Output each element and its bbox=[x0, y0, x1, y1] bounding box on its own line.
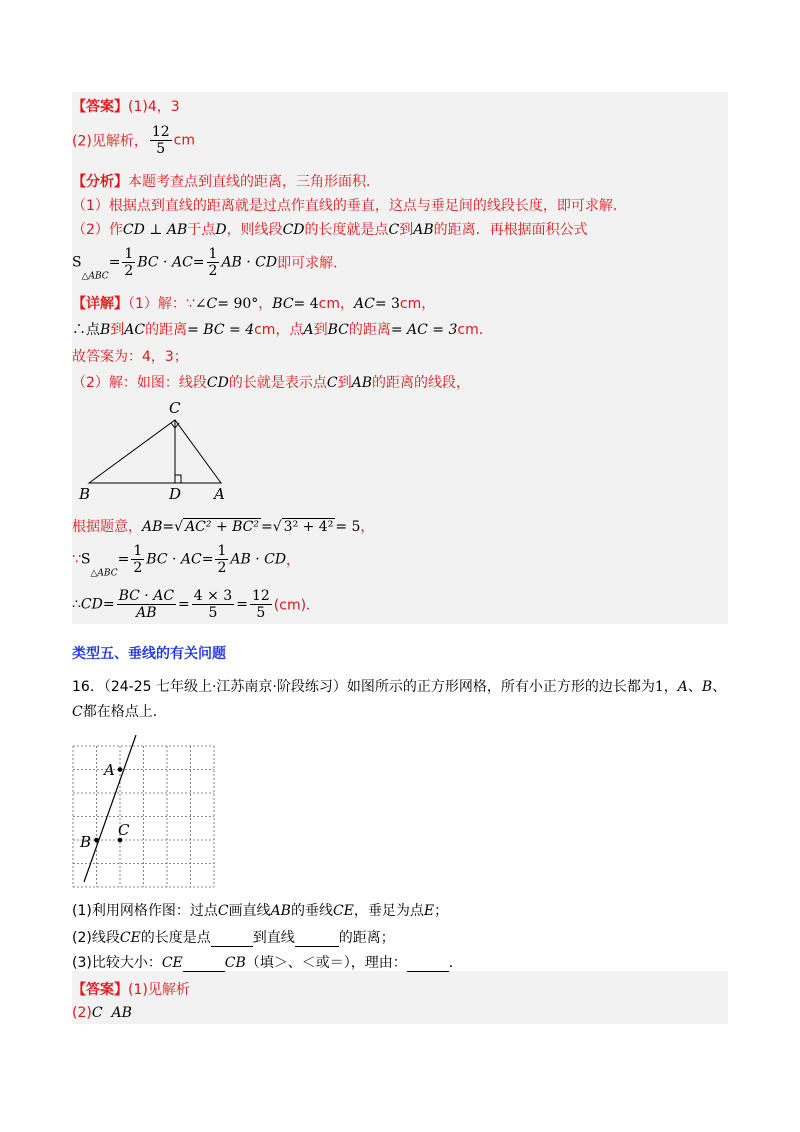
grid-figure bbox=[60, 735, 225, 895]
label-c: C bbox=[169, 399, 181, 417]
detail-line-1: 【详解】（1）解：∵∠C= 90°，BC= 4cm，AC= 3cm， bbox=[72, 296, 436, 312]
analysis-line-3: $S_{\triangle ABC}=$ $\frac{1}{2}$ BC · AC= $\frac{1}{2}$ AB · CD即可求解． bbox=[72, 246, 348, 282]
analysis-line-1: （1）根据点到直线的距离就是过点作直线的垂直，这点与垂足间的线段长度，即可求解． bbox=[72, 198, 627, 214]
blank-line[interactable] bbox=[295, 932, 339, 947]
question-16-line-1: 16．（24-25 七年级上·江苏南京·阶段练习）如图所示的正方形网格，所有小正方形的边长都为1，A、B、 bbox=[72, 679, 727, 695]
point-b bbox=[94, 838, 99, 843]
section-title: 类型五、垂线的有关问题 bbox=[72, 646, 226, 662]
triangle-figure bbox=[72, 395, 262, 505]
detail-line-4: （2）解：如图：线段CD的长就是表示点C到AB的距离的线段， bbox=[72, 375, 470, 391]
grid-label-b: B bbox=[80, 833, 92, 851]
blank-reason[interactable] bbox=[407, 957, 449, 972]
grid-label-c: C bbox=[118, 821, 130, 839]
point-a bbox=[118, 767, 123, 772]
right-angle-mark-d bbox=[175, 475, 181, 483]
answer2-line-2: (2)C AB bbox=[72, 1005, 132, 1021]
answer-line-2: (2)见解析， $\frac{12}{5}$ cm bbox=[72, 124, 196, 157]
detail-line-7: ∴CD= $\frac{BC \cdot AC}{AB}$ = $\frac{4 \times 3}{5}$ = $\frac{12}{5}$ (cm)． bbox=[72, 588, 321, 621]
label-a: A bbox=[214, 485, 225, 503]
analysis-line-2: （2）作CD ⊥ AB于点D，则线段CD的长度就是点C到AB的距离．再根据面积公式 bbox=[72, 222, 588, 238]
analysis-line: 【分析】本题考查点到直线的距离，三角形面积． bbox=[72, 174, 380, 190]
answer2-line-1: 【答案】(1)见解析 bbox=[72, 982, 190, 998]
question-16-line-2: C都在格点上． bbox=[72, 704, 167, 720]
blank-compare[interactable] bbox=[183, 957, 225, 972]
detail-line-2: ∴点B到AC的距离= BC = 4cm，点A到BC的距离= AC = 3cm． bbox=[72, 322, 493, 338]
answer-line-1: 【答案】(1)4，3 bbox=[72, 99, 180, 115]
label-b: B bbox=[79, 485, 91, 503]
grid-label-a: A bbox=[104, 761, 115, 779]
question-16-part-2: (2)线段CE的长度是点 到直线 的距离； bbox=[72, 930, 395, 946]
detail-line-6: $\because S_{\triangle ABC}=$ $\frac{1}{2}$ BC · AC= $\frac{1}{2}$ AB · CD， bbox=[72, 543, 301, 579]
question-16-part-1: (1)利用网格作图：过点C画直线AB的垂线CE，垂足为点E； bbox=[72, 903, 449, 919]
detail-line-5: 根据题意，AB=√ AC² + BC² =√ 3² + 4² = 5， bbox=[72, 519, 375, 535]
fraction: $\frac{12}{5}$ bbox=[151, 124, 170, 157]
triangle-abc bbox=[89, 420, 221, 483]
square-grid bbox=[73, 746, 214, 887]
label-d: D bbox=[169, 485, 182, 503]
detail-line-3: 故答案为：4，3； bbox=[72, 349, 188, 365]
line-ab bbox=[84, 735, 136, 882]
question-16-part-3: (3)比较大小：CE CB（填＞、＜或＝），理由： ． bbox=[72, 955, 463, 971]
blank-point[interactable] bbox=[211, 932, 253, 947]
